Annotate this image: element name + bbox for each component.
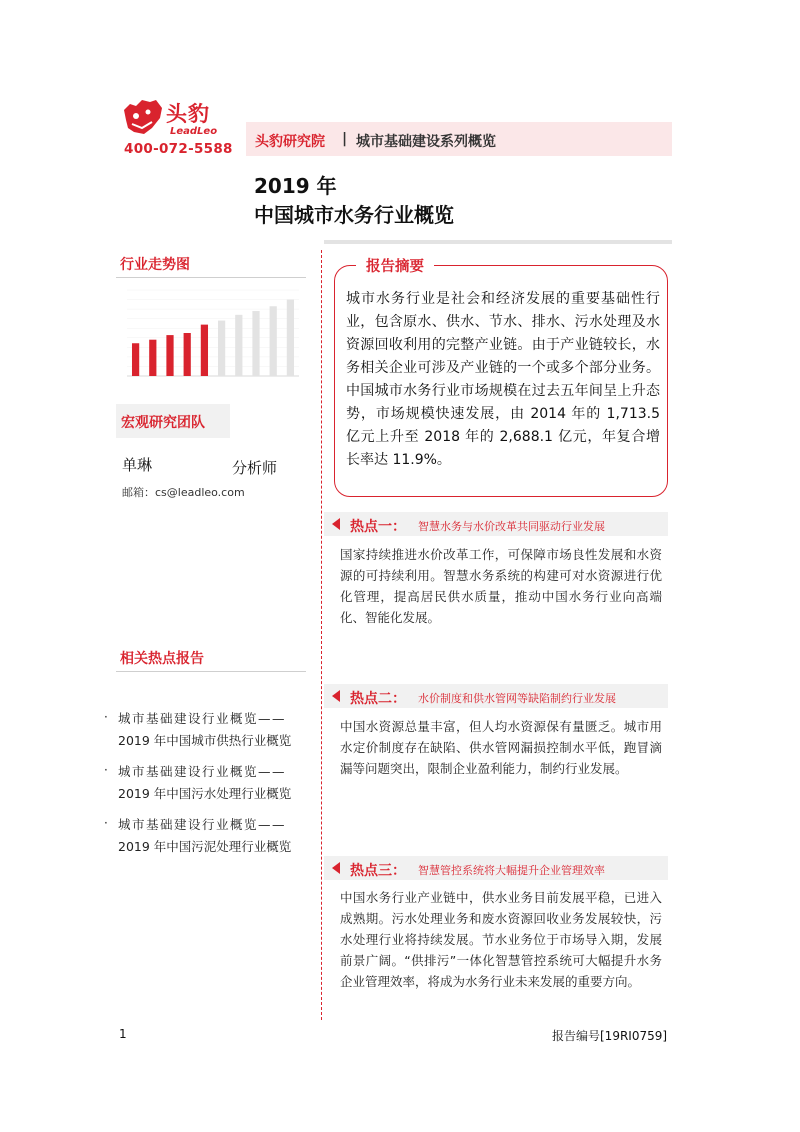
related-report-title: 2019 年中国污泥处理行业概览 — [118, 839, 292, 854]
column-divider — [321, 250, 322, 1020]
report-year: 2019 年 — [254, 174, 337, 198]
analyst-email[interactable]: 邮箱：cs@leadleo.com — [122, 486, 245, 499]
trend-chart-heading-text: 行业走势图 — [120, 257, 190, 273]
page-number: 1 — [119, 1027, 127, 1041]
analyst-name: 单琳 — [122, 456, 153, 474]
hotspot-label: 热点二： — [350, 691, 406, 707]
bullet: · — [104, 816, 108, 830]
analyst-role: 分析师 — [232, 459, 278, 477]
hotspot-bar-3 — [324, 856, 668, 880]
related-report-title: 2019 年中国城市供热行业概览 — [118, 733, 292, 748]
chart-bar-2021预测 — [252, 311, 259, 376]
summary-text: 城市水务行业是社会和经济发展的重要基础性行业，包含原水、供水、节水、排水、污水处理及水资源回收利用的完整产业链。由于产业链较长，水务相关企业可涉及产业链的一个或多个部分业务。中国城市水务行业市场规模在过去五年间呈上升态势，市场规模快速发展，由 2014 年的 1,713.5 亿元上升至 2018 年的 2,688.1 亿元，年复合增长率达 11.9%。 — [346, 291, 660, 468]
hotspot-text-3: 中国水务行业产业链中，供水业务目前发展平稳，已进入成熟期。污水处理业务和废水资源回收业务发展较快，污水处理行业将持续发展。节水业务位于市场导入期，发展前景广阔。“供排污”一体化智慧管控系统可大幅提升水务企业管理效率，将成为水务行业未来发展的重要方向。 — [340, 890, 662, 989]
series-header-bar — [246, 122, 672, 156]
research-team-heading-text: 宏观研究团队 — [121, 415, 205, 431]
research-team-heading — [116, 404, 230, 438]
logo-chinese-text: 头豹 — [166, 102, 210, 126]
summary-tag: 报告摘要 — [356, 255, 434, 276]
chart-bar-2022预测 — [270, 306, 277, 376]
related-report-series: 城市基础建设行业概览—— — [118, 817, 287, 832]
institute-name: 头豹研究院 — [255, 134, 325, 150]
header-separator: | — [342, 131, 348, 147]
trend-chart-heading — [116, 248, 306, 278]
related-reports-heading — [116, 642, 306, 672]
bullet: · — [104, 763, 108, 777]
logo-english-text: LeadLeo — [170, 126, 218, 137]
chart-bar-2014 — [132, 343, 139, 376]
hotspot-text-1: 国家持续推进水价改革工作，可保障市场良性发展和水资源的可持续利用。智慧水务系统的构建可对水资源进行优化管理，提高居民供水质量，推动中国水务行业向高端化、智能化发展。 — [340, 547, 662, 625]
hotspot-bar-2 — [324, 684, 668, 708]
chart-bar-2017 — [184, 333, 191, 376]
hotspot-subtitle: 水价制度和供水管网等缺陷制约行业发展 — [418, 692, 616, 705]
title-divider — [324, 240, 672, 244]
hotspot-bar-1 — [324, 512, 668, 536]
chart-bar-2016 — [166, 335, 173, 376]
hotspot-label: 热点三： — [350, 863, 406, 879]
chart-bar-2020预测 — [235, 315, 242, 376]
hotspot-text-2: 中国水资源总量丰富，但人均水资源保有量匮乏。城市用水定价制度存在缺陷、供水管网漏损控制水平低，跑冒滴漏等问题突出，限制企业盈利能力，制约行业发展。 — [340, 719, 662, 776]
arrow-left-icon — [332, 690, 340, 702]
hotspot-label: 热点一： — [350, 519, 406, 535]
bullet: · — [104, 710, 108, 724]
leopard-head-icon — [122, 98, 164, 136]
arrow-left-icon — [332, 518, 340, 530]
related-report-title: 2019 年中国污水处理行业概览 — [118, 786, 292, 801]
report-number: 报告编号[19RI0759] — [552, 1029, 668, 1043]
leadleo-logo — [122, 98, 232, 140]
chart-bar-2023预测 — [287, 300, 294, 376]
hotspot-subtitle: 智慧管控系统将大幅提升企业管理效率 — [418, 864, 605, 877]
hotspot-subtitle: 智慧水务与水价改革共同驱动行业发展 — [418, 520, 605, 533]
industry-trend-chart — [113, 286, 303, 384]
related-reports-heading-text: 相关热点报告 — [120, 651, 204, 667]
related-report-series: 城市基础建设行业概览—— — [118, 764, 287, 779]
arrow-left-icon — [332, 862, 340, 874]
chart-bar-2019预测 — [218, 321, 225, 376]
series-name: 城市基础建设系列概览 — [356, 134, 496, 150]
report-title: 中国城市水务行业概览 — [254, 203, 454, 227]
chart-bar-2018 — [201, 325, 208, 376]
phone-number: 400-072-5588 — [124, 141, 233, 157]
chart-bar-2015 — [149, 340, 156, 376]
related-report-series: 城市基础建设行业概览—— — [118, 711, 287, 726]
